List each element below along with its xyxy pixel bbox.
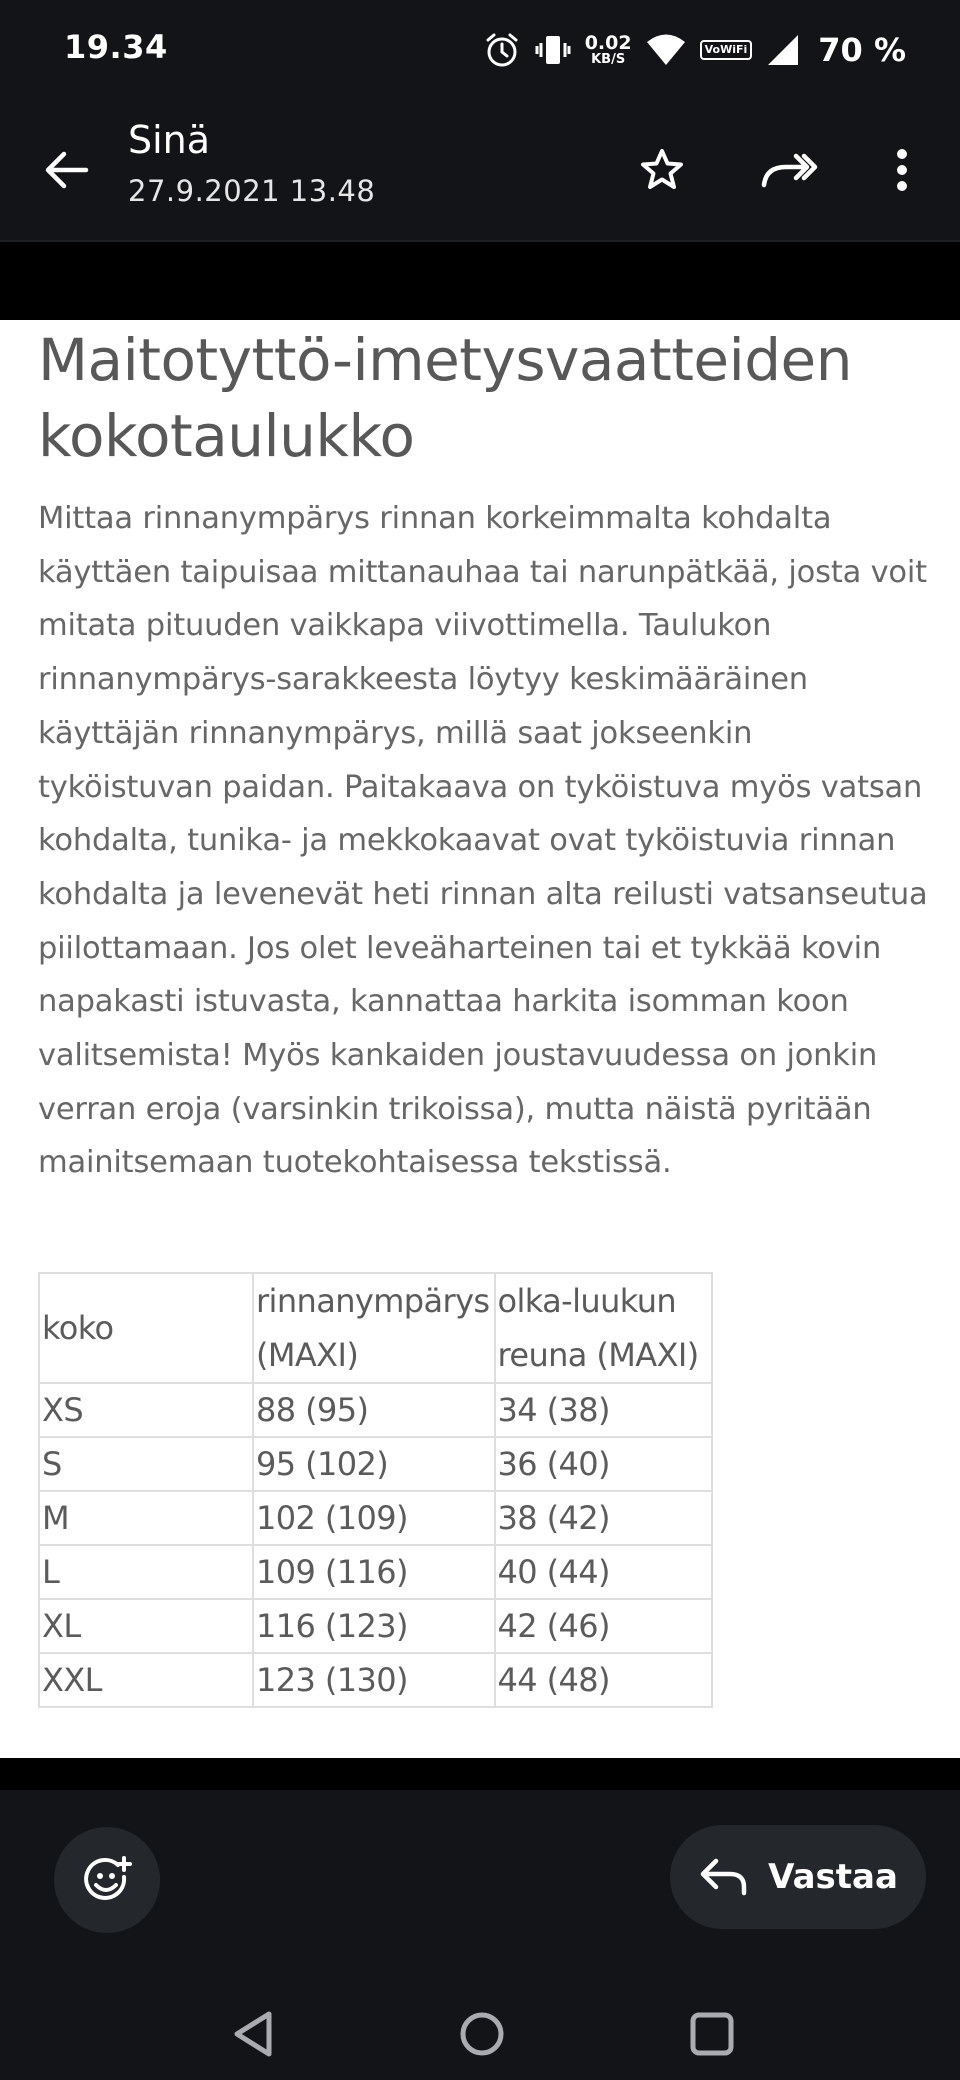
nav-recents-button[interactable] (682, 2004, 742, 2064)
more-button[interactable] (870, 138, 934, 202)
star-button[interactable] (630, 138, 694, 202)
add-reaction-icon (82, 1855, 132, 1905)
table-row (39, 1383, 712, 1437)
table-cell: 102 (109) (253, 1491, 495, 1545)
column-header: olka-luukun reuna (MAXI) (495, 1273, 712, 1383)
page-title: Maitotyttö-imetysvaatteiden kokotaulukko (38, 326, 852, 470)
nav-recents-icon (689, 2011, 735, 2057)
table-cell: 42 (46) (495, 1599, 712, 1653)
forward-button[interactable] (757, 138, 821, 202)
star-icon (639, 147, 685, 193)
nav-back-button[interactable] (224, 2004, 284, 2064)
forward-icon (760, 147, 818, 193)
status-time: 19.34 (64, 28, 168, 66)
back-button[interactable] (36, 140, 96, 200)
size-table (38, 1272, 713, 1708)
status-bar (0, 0, 960, 100)
arrow-left-icon (42, 150, 90, 190)
battery-percent: 70 % (818, 31, 906, 69)
table-row (39, 1545, 712, 1599)
table-row (39, 1491, 712, 1545)
table-cell: L (39, 1545, 253, 1599)
reply-button[interactable] (670, 1825, 926, 1929)
vowifi-icon (700, 40, 753, 60)
bottom-action-area (0, 1758, 960, 2080)
sender-name: Sinä (128, 118, 211, 162)
page-body-text: Mittaa rinnanympärys rinnan korkeimmalta kohdalta käyttäen taipuisaa mittanauhaa tai narunpätkää, josta voit mitata pituuden vaikkapa viivottimella. Taulukon rinnanympärys-sarakkeesta löytyy keskimääräinen käyttäjän rinnanympärys, millä saat jokseenkin tyköistuvan paidan. Paitakaava on tyköistuva myös vatsan kohdalta, tunika- ja mekkokaavat ovat tyköistuvia rinnan kohdalta ja levenevät heti rinnan alta reilusti vatsanseutua piilottamaan. Jos olet leveäharteinen tai et tykkää kovin napakasti istuvasta, kannattaa harkita isomman koon valitsemista! Myös kankaiden joustavuudessa on jonkin verran eroja (varsinkin trikoissa), mutta näistä pyritään mainitsemaan tuotekohtaisessa tekstissä. (38, 501, 928, 1181)
column-header: koko (39, 1273, 253, 1383)
vibrate-icon (535, 31, 571, 69)
table-cell: 88 (95) (253, 1383, 495, 1437)
table-cell: S (39, 1437, 253, 1491)
system-nav-bar (0, 1988, 960, 2080)
network-speed (585, 34, 632, 66)
signal-icon (766, 33, 800, 67)
table-cell: 34 (38) (495, 1383, 712, 1437)
content-top-band (0, 242, 960, 320)
table-cell: 95 (102) (253, 1437, 495, 1491)
vowifi-top: Vo (704, 43, 721, 57)
table-row (39, 1653, 712, 1707)
nav-home-icon (457, 2009, 507, 2059)
speed-value: 0.02 (584, 32, 632, 54)
reply-icon (698, 1857, 748, 1897)
reply-label: Vastaa (768, 1857, 898, 1897)
table-cell: 40 (44) (495, 1545, 712, 1599)
table-cell: 44 (48) (495, 1653, 712, 1707)
table-cell: 116 (123) (253, 1599, 495, 1653)
add-reaction-button[interactable] (54, 1827, 160, 1933)
status-icons (483, 22, 906, 78)
column-header: rinnanympärys (MAXI) (253, 1273, 495, 1383)
table-cell: 109 (116) (253, 1545, 495, 1599)
table-cell: M (39, 1491, 253, 1545)
table-cell: XL (39, 1599, 253, 1653)
message-content (0, 320, 960, 1758)
app-bar (0, 100, 960, 242)
nav-home-button[interactable] (452, 2004, 512, 2064)
bottom-divider (0, 1758, 960, 1790)
table-cell: XXL (39, 1653, 253, 1707)
message-date: 27.9.2021 13.48 (128, 174, 376, 208)
table-cell: XS (39, 1383, 253, 1437)
speed-unit: KB/S (591, 52, 626, 67)
table-cell: 123 (130) (253, 1653, 495, 1707)
table-row (39, 1437, 712, 1491)
table-row (39, 1599, 712, 1653)
vowifi-bottom: WiFi (720, 43, 748, 57)
nav-back-icon (231, 2009, 277, 2059)
more-vert-icon (892, 147, 912, 193)
table-cell: 36 (40) (495, 1437, 712, 1491)
table-header-row (39, 1273, 712, 1383)
table-cell: 38 (42) (495, 1491, 712, 1545)
wifi-icon (646, 33, 686, 67)
alarm-icon (483, 31, 521, 69)
